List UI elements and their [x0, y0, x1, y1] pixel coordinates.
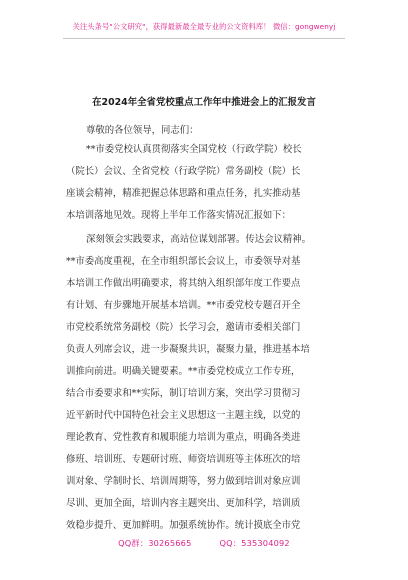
header-divider — [63, 38, 345, 39]
body-line: 效稳步提升、更加鲜明。加强系统协作。统计摸底全市党 — [66, 520, 301, 531]
body-line: 训推向前进。明确关键要素。**市委党校成立工作专班， — [66, 366, 301, 377]
body-line: 修班、培训班、专题研讨班、师资培训班等主体班次的培 — [66, 454, 301, 465]
footer-qq: QQ：535304092 — [219, 538, 290, 548]
body-line: **市委高度重视，在全市组织部长会议上，市委领导对基 — [66, 256, 301, 267]
body-line: 座谈会精神，精准把握总体思路和重点任务，扎实推动基 — [66, 188, 301, 199]
body-line: 本培训工作做出明确要求，将其纳入组织部年度工作要点 — [66, 278, 301, 289]
body-line: **市委党校认真贯彻落实全国党校（行政学院）校长 — [86, 144, 302, 155]
document-title: 在2024年全省党校重点工作年中推进会上的汇报发言 — [92, 97, 316, 108]
footer-contact — [0, 538, 408, 549]
body-line: 深刻领会实践要求，高站位谋划部署。传达会议精神。 — [86, 234, 312, 245]
body-line: 训对象、学制时长、培训周期等，努力做到培训对象应训 — [66, 476, 301, 487]
body-line: 结合市委要求和**实际，制订培训方案，突出学习贯彻习 — [66, 388, 301, 399]
body-line: 近平新时代中国特色社会主义思想这一主题主线，以党的 — [66, 410, 301, 421]
body-line: （院长）会议、全省党校（行政学院）常务副校（院）长 — [66, 166, 301, 177]
body-line: 负责人列席会议，进一步凝聚共识，凝聚力量，推进基本培 — [66, 344, 310, 355]
body-line: 市党校系统常务副校（院）长学习会，邀请市委相关部门 — [66, 322, 301, 333]
body-line: 理论教育、党性教育和履职能力培训为重点，明确各类进 — [66, 432, 301, 443]
header-banner: 关注头条号"公文研究"，获得最新最全最专业的公文资料库！ 微信：gongwenyj — [72, 22, 336, 31]
body-line: 本培训落地见效。现将上半年工作落实情况汇报如下： — [66, 210, 292, 221]
salutation: 尊敬的各位领导，同志们： — [86, 125, 199, 136]
body-line: 尽训、更加全面，培训内容主题突出、更加科学，培训质 — [66, 498, 301, 509]
footer-qq-group: QQ群：30265665 — [118, 538, 192, 548]
body-line: 有计划、有步骤地开展基本培训。**市委党校专题召开全 — [66, 300, 301, 311]
